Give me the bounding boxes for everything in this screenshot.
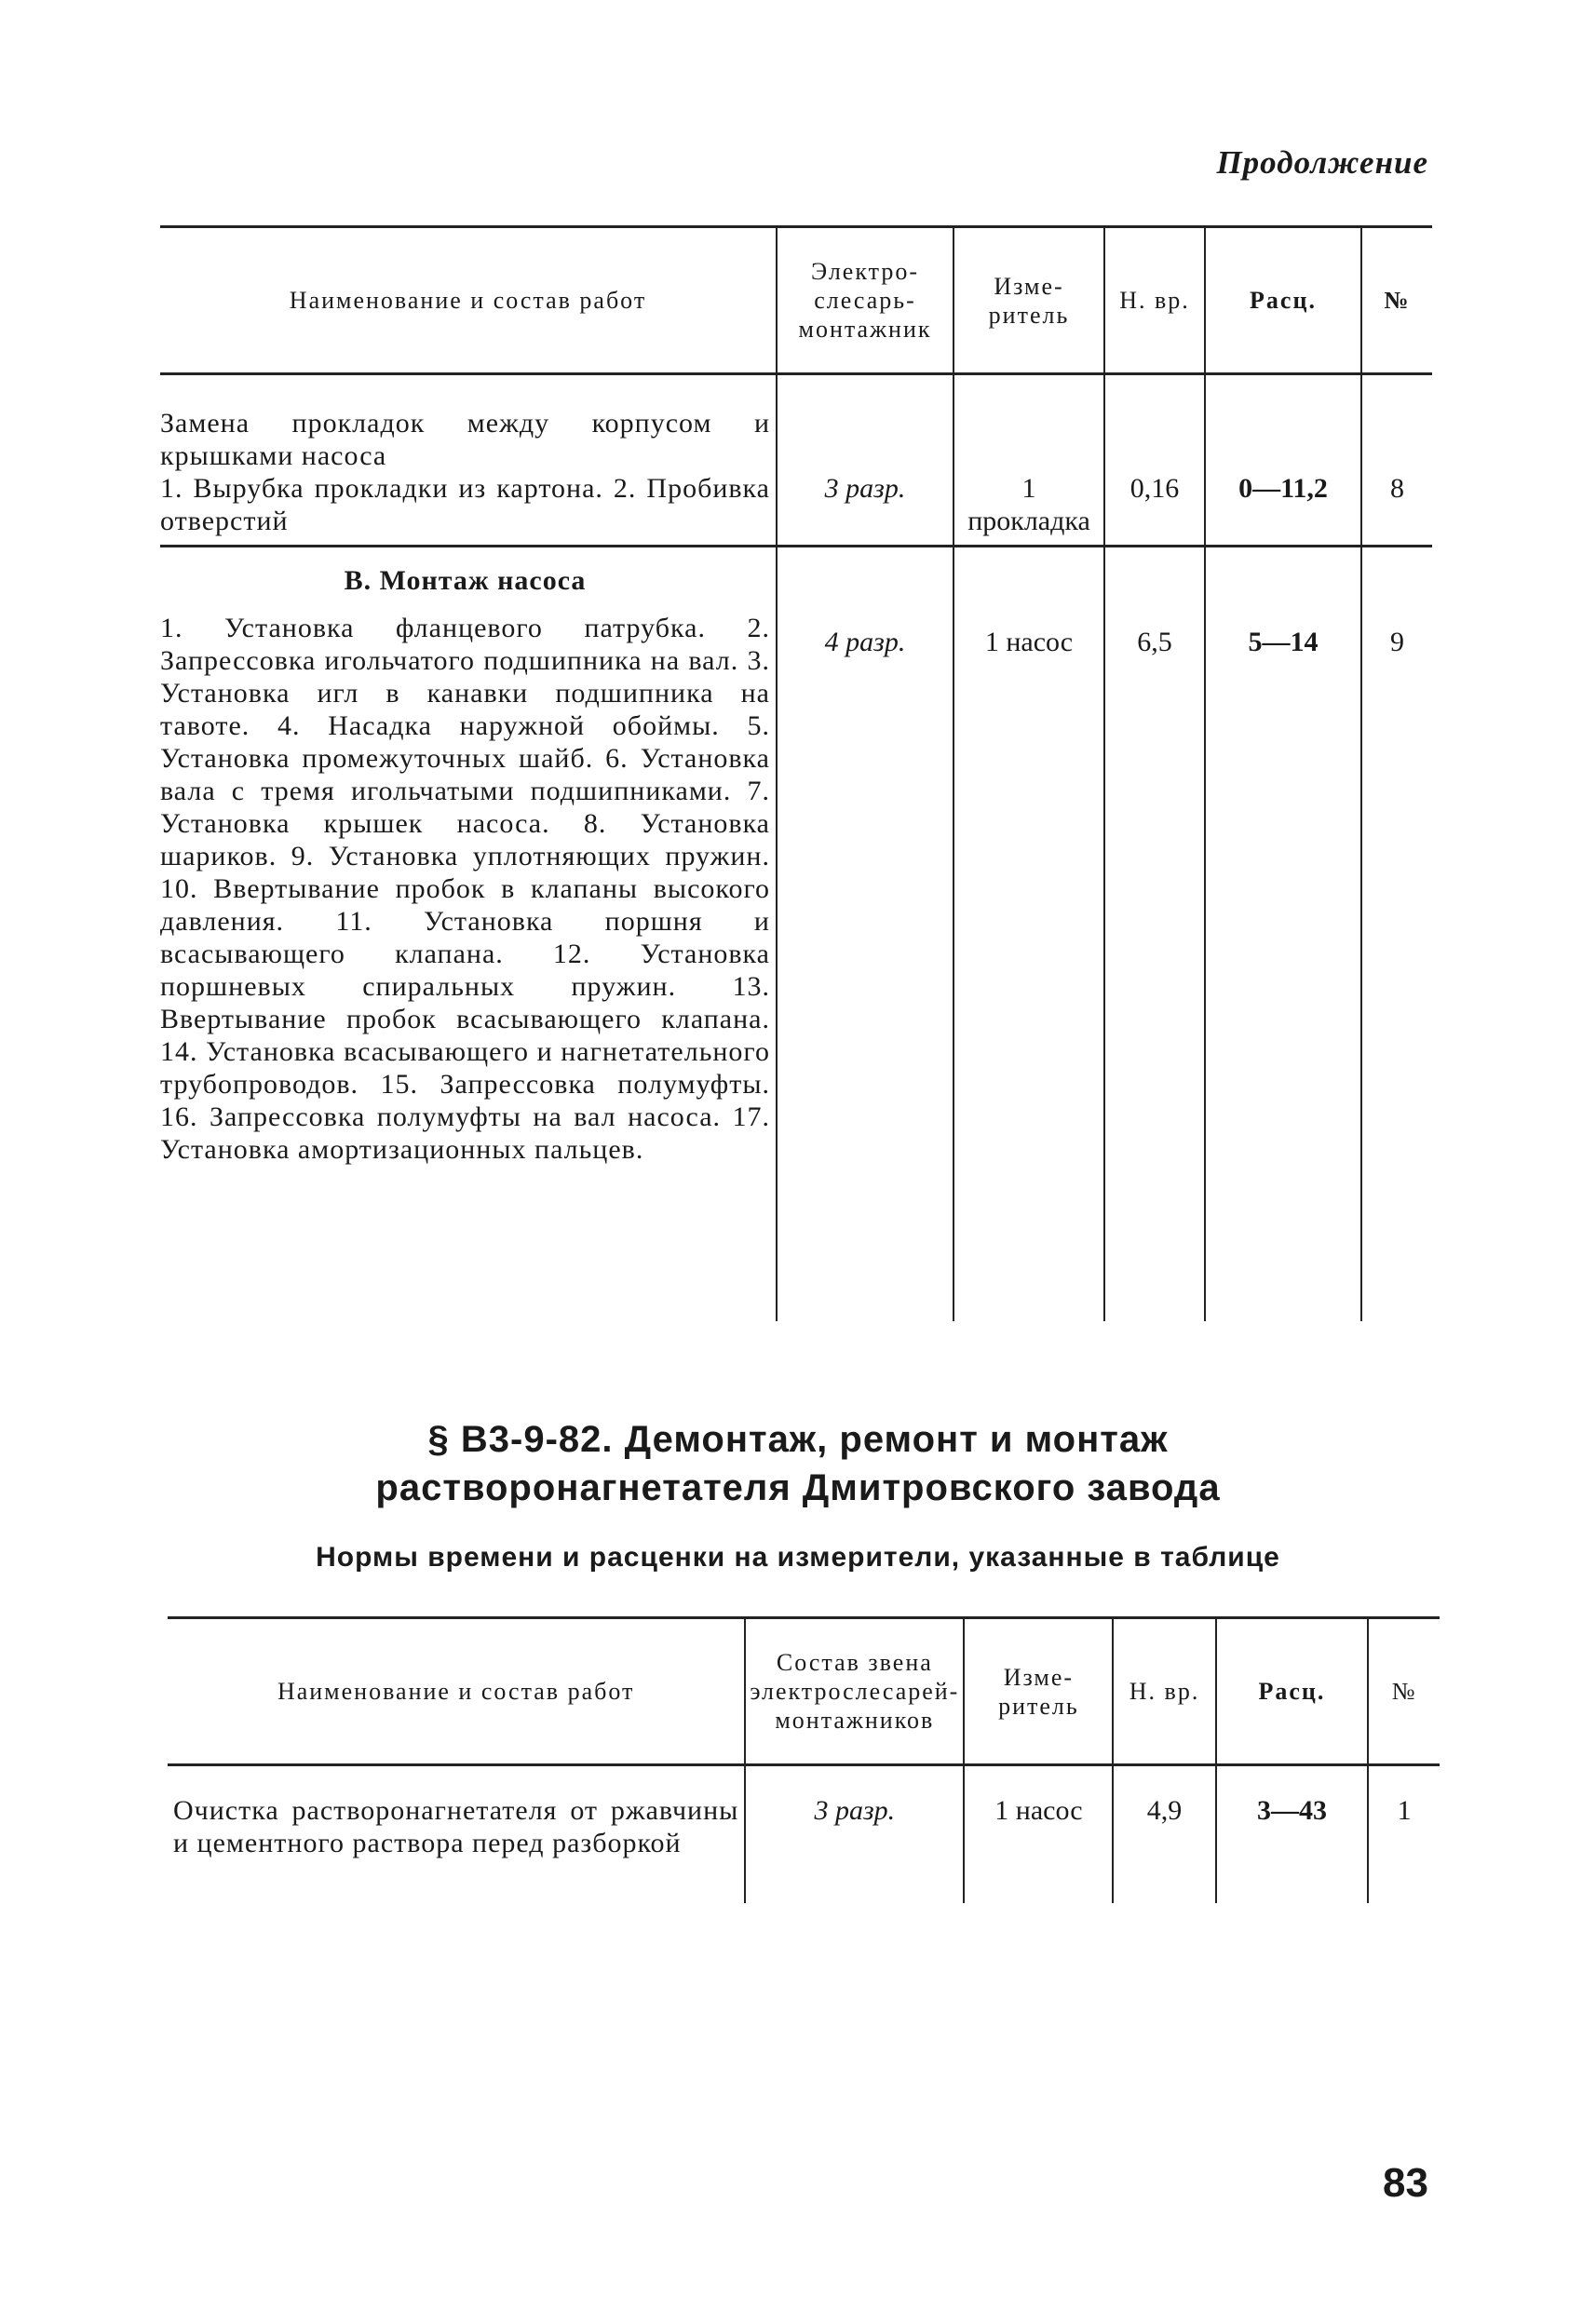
row-name-steps: 1. Вырубка прокладки из картона. 2. Пробивка отверстий xyxy=(160,473,770,536)
table-header-row xyxy=(160,227,1432,374)
row-name-steps: 1. Установка фланцевого патрубка. 2. Запрессовка игольчатого подшипника на вал. 3. Установка игл в канавки подшипника на тавоте. 4. Насадка наружной обоймы. 5. Установка промежуточных шайб. 6. Установка вала с тремя игольчатыми подшипниками. 7. Установка крышек насоса. 8. Установка шариков. 9. Установка уплотняющих пружин. 10. Ввертывание пробок в клапаны высокого давления. 11. Установка поршня и всасывающего клапана. 12. Установка поршневых спиральных пружин. 13. Ввертывание пробок всасывающего клапана. 14. Установка всасывающего и нагнетательного трубопроводов. 15. Запрессовка полумуфты. 16. Запрессовка полумуфты на вал насоса. 17. Установка амортизационных пальцев. xyxy=(160,613,770,1165)
table-row xyxy=(160,374,1432,547)
row-name-cell xyxy=(160,374,777,547)
row-num: 1 xyxy=(1368,1765,1440,1903)
row-num: 9 xyxy=(1361,547,1432,1321)
row-num: 8 xyxy=(1361,374,1432,547)
section-subtitle: Нормы времени и расценки на измерители, указанные в таблице xyxy=(316,1542,1280,1573)
subsection-heading: В. Монтаж насоса xyxy=(344,565,587,596)
section-title xyxy=(0,1415,1596,1512)
header-worker: Электро-слесарь-монтажник xyxy=(777,227,954,374)
header-num: № xyxy=(1361,227,1432,374)
row-unit: 1 насос xyxy=(954,547,1104,1321)
section-title-line-1: § В3-9-82. Демонтаж, ремонт и монтаж xyxy=(427,1419,1169,1460)
header-unit: Изме-ритель xyxy=(964,1618,1113,1765)
row-norm: 6,5 xyxy=(1104,547,1205,1321)
table-header-row xyxy=(168,1618,1440,1765)
table-row xyxy=(168,1765,1440,1903)
norms-table xyxy=(168,1616,1440,1903)
header-name: Наименование и состав работ xyxy=(160,227,777,374)
header-norm: Н. вр. xyxy=(1104,227,1205,374)
row-unit: 1 насос xyxy=(964,1765,1113,1903)
row-worker: 3 разр. xyxy=(745,1765,964,1903)
header-norm: Н. вр. xyxy=(1113,1618,1215,1765)
row-norm: 0,16 xyxy=(1104,374,1205,547)
row-worker: 4 разр. xyxy=(777,547,954,1321)
row-unit: 1 прокладка xyxy=(954,374,1104,547)
row-rate: 3—43 xyxy=(1216,1765,1369,1903)
row-name-intro: Замена прокладок между корпусом и крышками насоса xyxy=(160,408,770,471)
header-worker: Состав звена электрослесарей-монтажников xyxy=(745,1618,964,1765)
continuation-label: Продолжение xyxy=(1216,144,1428,181)
header-rate: Расц. xyxy=(1205,227,1361,374)
row-name-cell xyxy=(160,547,777,1321)
row-rate: 5—14 xyxy=(1205,547,1361,1321)
row-rate: 0—11,2 xyxy=(1205,374,1361,547)
header-unit: Изме-ритель xyxy=(954,227,1104,374)
row-name: Очистка растворонагнетателя от ржавчины и цементного раствора перед разборкой xyxy=(173,1795,739,1858)
norms-table-continued xyxy=(160,225,1432,1321)
header-rate: Расц. xyxy=(1216,1618,1369,1765)
row-worker: 3 разр. xyxy=(777,374,954,547)
section-title-line-2: растворонагнетателя Дмитровского завода xyxy=(375,1467,1221,1508)
page-number: 83 xyxy=(1383,2160,1428,2206)
table-row xyxy=(160,547,1432,1321)
header-name: Наименование и состав работ xyxy=(168,1618,745,1765)
header-num: № xyxy=(1368,1618,1440,1765)
row-norm: 4,9 xyxy=(1113,1765,1215,1903)
